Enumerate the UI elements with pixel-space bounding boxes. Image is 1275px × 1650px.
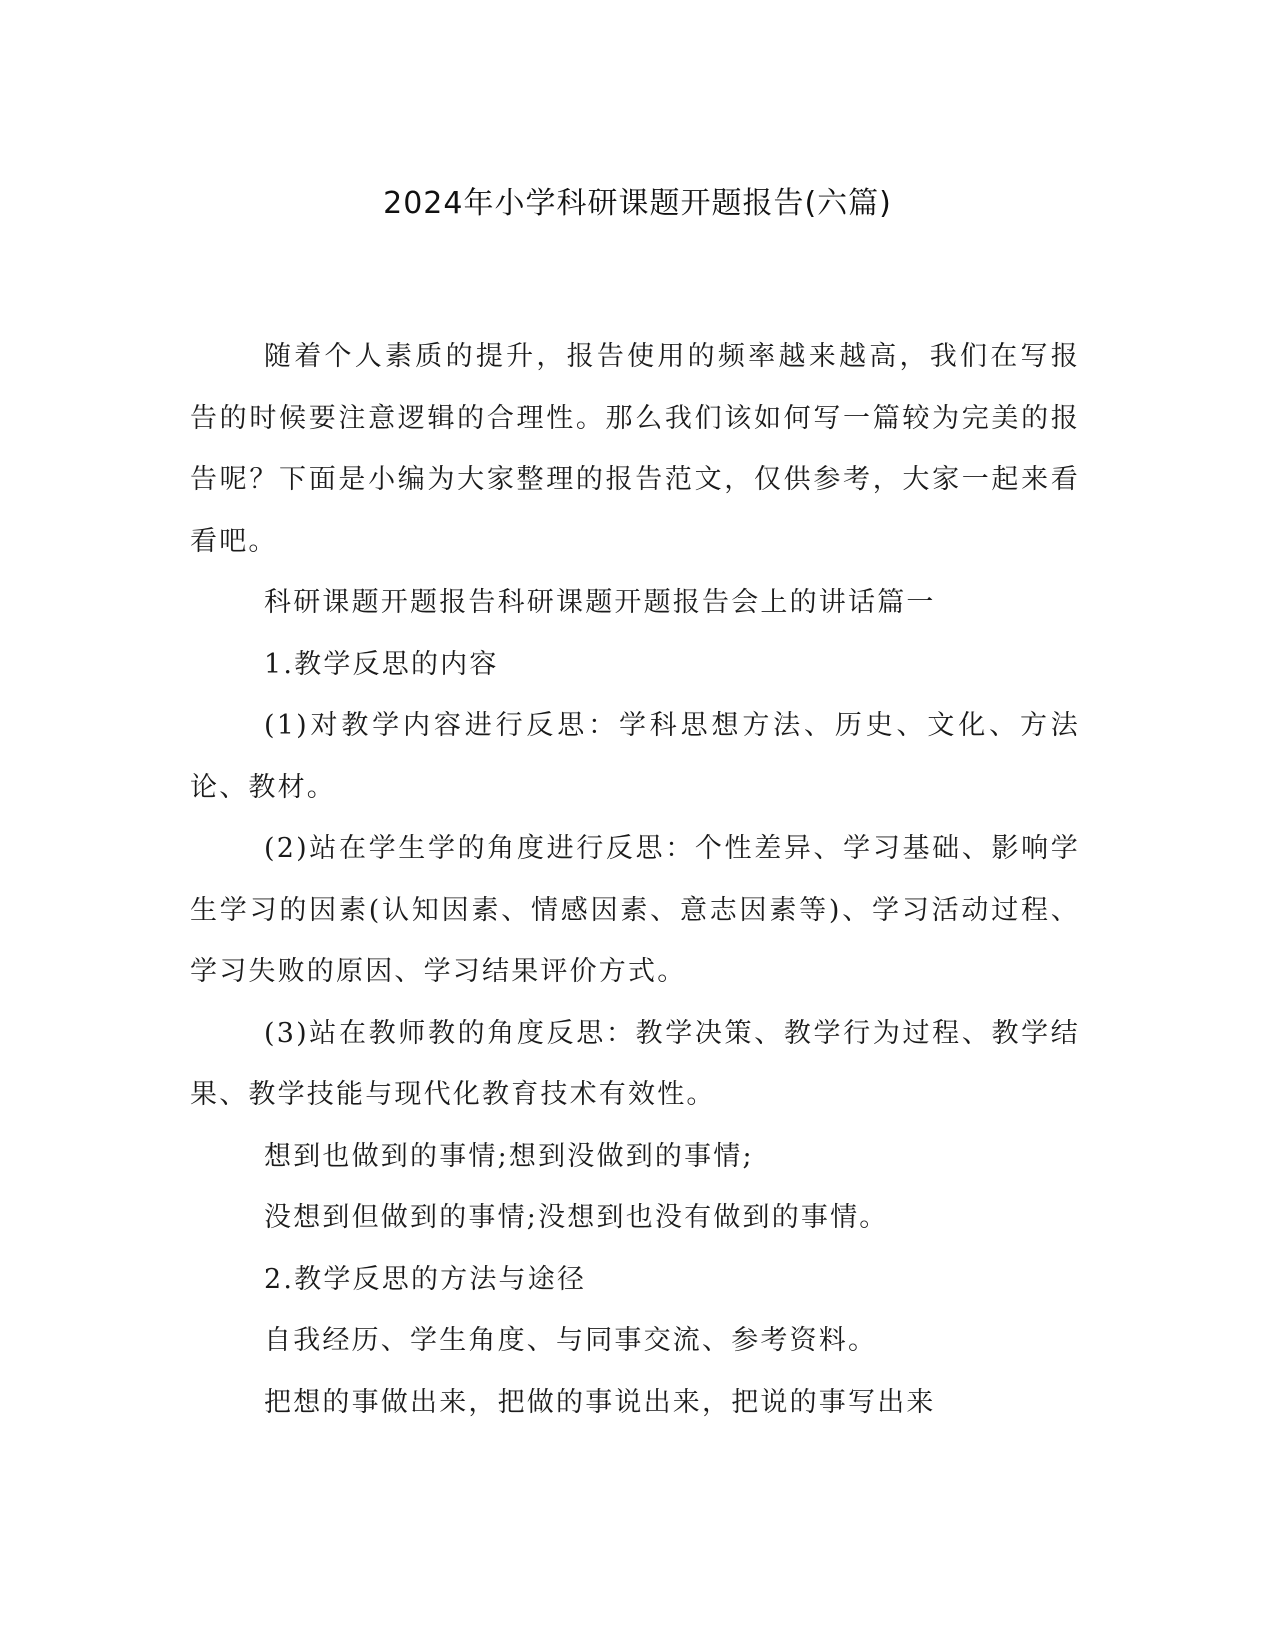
text-line: 把想的事做出来，把做的事说出来，把说的事写出来: [264, 1386, 936, 1418]
text-line: 没想到但做到的事情;没想到也没有做到的事情。: [264, 1202, 889, 1233]
document-body: [190, 326, 1080, 1433]
list-item-student-perspective: (2)站在学生学的角度进行反思：个性差异、学习基础、影响学生学习的因素(认知因素、情感因素、意志因素等)、学习活动过程、学习失败的原因、学习结果评价方式。: [190, 833, 1080, 987]
section-heading: 科研课题开题报告科研课题开题报告会上的讲话篇一: [264, 587, 936, 618]
list-item-teacher-perspective: (3)站在教师教的角度反思：教学决策、教学行为过程、教学结果、教学技能与现代化教育技术有效性。: [190, 1017, 1080, 1110]
subheading-reflection-methods: 2.教学反思的方法与途径: [264, 1263, 587, 1295]
text-line: 自我经历、学生角度、与同事交流、参考资料。: [264, 1325, 878, 1356]
subheading-reflection-content: 1.教学反思的内容: [264, 648, 499, 680]
text-line: 想到也做到的事情;想到没做到的事情;: [264, 1140, 754, 1172]
document-title: 2024年小学科研课题开题报告(六篇): [383, 186, 892, 221]
list-item-teaching-content: (1)对教学内容进行反思：学科思想方法、历史、文化、方法论、教材。: [190, 710, 1080, 803]
intro-paragraph: 随着个人素质的提升，报告使用的频率越来越高，我们在写报告的时候要注意逻辑的合理性。那么我们该如何写一篇较为完美的报告呢？下面是小编为大家整理的报告范文，仅供参考，大家一起来看看吧。: [190, 341, 1080, 557]
